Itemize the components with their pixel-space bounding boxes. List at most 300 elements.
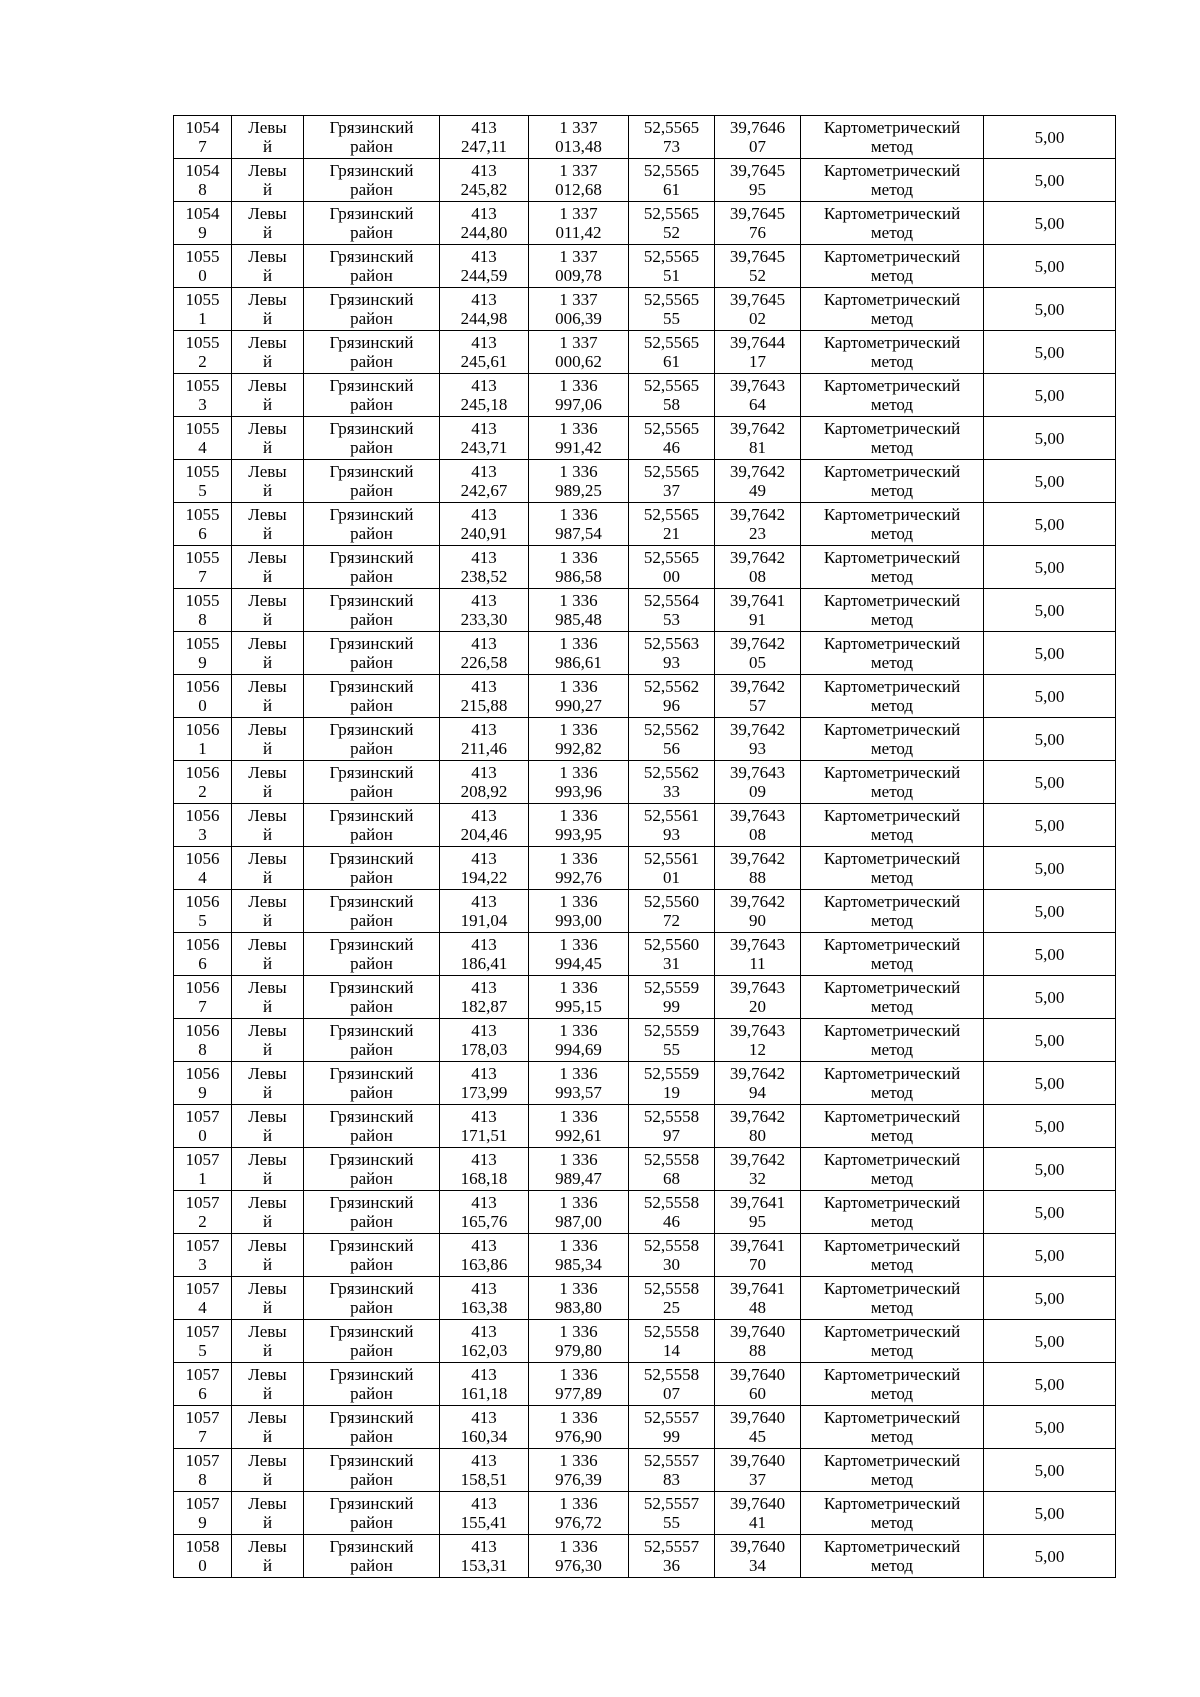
accuracy-cell: 5,00 xyxy=(984,288,1116,331)
y-coordinate-line-2: 992,61 xyxy=(555,1126,602,1145)
method-line-2: метод xyxy=(870,1470,914,1489)
x-coordinate-line-1: 413 xyxy=(471,1322,497,1341)
x-coordinate-cell xyxy=(440,374,529,417)
method-cell xyxy=(801,847,984,890)
method-line-1: Картометрический xyxy=(823,462,961,481)
longitude-line-1: 39,7642 xyxy=(729,419,786,438)
point-number-cell xyxy=(174,1406,232,1449)
accuracy-cell: 5,00 xyxy=(984,331,1116,374)
latitude-cell xyxy=(629,1320,715,1363)
x-coordinate-cell xyxy=(440,245,529,288)
accuracy-cell: 5,00 xyxy=(984,1148,1116,1191)
latitude-line-1: 52,5563 xyxy=(643,634,700,653)
district-cell xyxy=(304,632,440,675)
district-cell xyxy=(304,1277,440,1320)
point-number-line-1: 1055 xyxy=(185,505,220,524)
district-line-2: район xyxy=(350,868,393,887)
district-line-2: район xyxy=(350,352,393,371)
point-number-line-2: 4 xyxy=(198,868,207,887)
method-line-1: Картометрический xyxy=(823,118,961,137)
latitude-line-2: 55 xyxy=(663,309,680,328)
district-cell xyxy=(304,331,440,374)
method-cell xyxy=(801,245,984,288)
y-coordinate-line-1: 1 336 xyxy=(559,1064,598,1083)
district-cell xyxy=(304,460,440,503)
point-number-line-2: 7 xyxy=(198,1427,207,1446)
point-number-line-1: 1057 xyxy=(185,1279,220,1298)
table-row xyxy=(174,1406,1116,1449)
y-coordinate-line-2: 995,15 xyxy=(555,997,602,1016)
bank-side-line-1: Левы xyxy=(248,1494,287,1513)
point-number-cell xyxy=(174,1019,232,1062)
table-row xyxy=(174,116,1116,159)
x-coordinate-cell xyxy=(440,1492,529,1535)
y-coordinate-line-2: 009,78 xyxy=(555,266,602,285)
bank-side-cell xyxy=(232,1019,304,1062)
latitude-cell xyxy=(629,1191,715,1234)
bank-side-line-1: Левы xyxy=(248,376,287,395)
x-coordinate-line-2: 204,46 xyxy=(460,825,508,844)
latitude-cell xyxy=(629,589,715,632)
point-number-line-1: 1057 xyxy=(185,1451,220,1470)
accuracy-cell: 5,00 xyxy=(984,1277,1116,1320)
bank-side-line-2: й xyxy=(262,567,273,586)
latitude-cell xyxy=(629,804,715,847)
longitude-line-1: 39,7640 xyxy=(729,1451,786,1470)
table-row xyxy=(174,417,1116,460)
table-body xyxy=(174,116,1116,1578)
x-coordinate-line-1: 413 xyxy=(471,118,497,137)
y-coordinate-line-1: 1 336 xyxy=(559,1236,598,1255)
point-number-cell xyxy=(174,1105,232,1148)
x-coordinate-line-2: 161,18 xyxy=(460,1384,508,1403)
point-number-line-1: 1057 xyxy=(185,1408,220,1427)
district-line-2: район xyxy=(350,1556,393,1575)
x-coordinate-cell xyxy=(440,546,529,589)
x-coordinate-line-2: 168,18 xyxy=(460,1169,508,1188)
y-coordinate-line-2: 976,90 xyxy=(555,1427,602,1446)
y-coordinate-cell xyxy=(529,1320,629,1363)
bank-side-line-2: й xyxy=(262,1212,273,1231)
longitude-line-1: 39,7644 xyxy=(729,333,786,352)
method-cell xyxy=(801,1535,984,1578)
bank-side-line-1: Левы xyxy=(248,1193,287,1212)
district-line-2: район xyxy=(350,438,393,457)
y-coordinate-cell xyxy=(529,589,629,632)
district-cell xyxy=(304,1492,440,1535)
latitude-line-1: 52,5557 xyxy=(643,1451,700,1470)
latitude-line-1: 52,5565 xyxy=(643,419,700,438)
bank-side-line-1: Левы xyxy=(248,1064,287,1083)
method-cell xyxy=(801,589,984,632)
x-coordinate-line-1: 413 xyxy=(471,1451,497,1470)
method-line-1: Картометрический xyxy=(823,806,961,825)
y-coordinate-line-1: 1 336 xyxy=(559,548,598,567)
x-coordinate-cell xyxy=(440,116,529,159)
district-line-1: Грязинский xyxy=(329,806,414,825)
longitude-cell xyxy=(715,116,801,159)
method-line-1: Картометрический xyxy=(823,677,961,696)
method-line-2: метод xyxy=(870,1556,914,1575)
y-coordinate-line-2: 976,39 xyxy=(555,1470,602,1489)
accuracy-cell: 5,00 xyxy=(984,976,1116,1019)
y-coordinate-cell xyxy=(529,933,629,976)
y-coordinate-line-2: 992,76 xyxy=(555,868,602,887)
longitude-cell xyxy=(715,1019,801,1062)
latitude-cell xyxy=(629,847,715,890)
longitude-cell xyxy=(715,1234,801,1277)
method-cell xyxy=(801,288,984,331)
method-cell xyxy=(801,890,984,933)
method-cell xyxy=(801,1406,984,1449)
bank-side-cell xyxy=(232,847,304,890)
method-line-2: метод xyxy=(870,180,914,199)
method-cell xyxy=(801,933,984,976)
point-number-cell xyxy=(174,159,232,202)
bank-side-cell xyxy=(232,804,304,847)
latitude-cell xyxy=(629,1277,715,1320)
y-coordinate-line-2: 979,80 xyxy=(555,1341,602,1360)
y-coordinate-line-2: 993,00 xyxy=(555,911,602,930)
method-cell xyxy=(801,718,984,761)
y-coordinate-line-2: 993,95 xyxy=(555,825,602,844)
latitude-line-1: 52,5559 xyxy=(643,978,700,997)
longitude-line-2: 95 xyxy=(749,1212,766,1231)
longitude-line-2: 08 xyxy=(749,825,766,844)
latitude-line-1: 52,5565 xyxy=(643,204,700,223)
point-number-cell xyxy=(174,202,232,245)
y-coordinate-line-1: 1 337 xyxy=(559,161,598,180)
district-line-2: район xyxy=(350,180,393,199)
x-coordinate-cell xyxy=(440,1320,529,1363)
point-number-cell xyxy=(174,288,232,331)
longitude-line-2: 09 xyxy=(749,782,766,801)
bank-side-line-2: й xyxy=(262,954,273,973)
y-coordinate-line-2: 994,69 xyxy=(555,1040,602,1059)
latitude-line-2: 83 xyxy=(663,1470,680,1489)
x-coordinate-cell xyxy=(440,675,529,718)
x-coordinate-line-2: 173,99 xyxy=(460,1083,508,1102)
point-number-cell xyxy=(174,1234,232,1277)
bank-side-line-2: й xyxy=(262,309,273,328)
point-number-line-1: 1056 xyxy=(185,806,220,825)
point-number-line-2: 5 xyxy=(198,481,207,500)
point-number-cell xyxy=(174,245,232,288)
latitude-cell xyxy=(629,632,715,675)
latitude-cell xyxy=(629,761,715,804)
latitude-line-1: 52,5565 xyxy=(643,247,700,266)
x-coordinate-line-2: 243,71 xyxy=(460,438,508,457)
point-number-line-2: 4 xyxy=(198,1298,207,1317)
latitude-line-1: 52,5558 xyxy=(643,1365,700,1384)
bank-side-line-2: й xyxy=(262,1384,273,1403)
method-line-1: Картометрический xyxy=(823,935,961,954)
y-coordinate-line-1: 1 336 xyxy=(559,677,598,696)
method-line-2: метод xyxy=(870,911,914,930)
x-coordinate-line-1: 413 xyxy=(471,677,497,696)
x-coordinate-line-1: 413 xyxy=(471,935,497,954)
bank-side-line-2: й xyxy=(262,1427,273,1446)
longitude-cell xyxy=(715,1363,801,1406)
latitude-cell xyxy=(629,976,715,1019)
x-coordinate-line-1: 413 xyxy=(471,591,497,610)
x-coordinate-line-1: 413 xyxy=(471,1279,497,1298)
district-line-2: район xyxy=(350,825,393,844)
point-number-line-1: 1055 xyxy=(185,634,220,653)
latitude-line-2: 33 xyxy=(663,782,680,801)
y-coordinate-line-2: 977,89 xyxy=(555,1384,602,1403)
bank-side-line-1: Левы xyxy=(248,1537,287,1556)
point-number-line-2: 1 xyxy=(198,309,207,328)
method-line-2: метод xyxy=(870,696,914,715)
method-line-1: Картометрический xyxy=(823,1193,961,1212)
latitude-line-2: 68 xyxy=(663,1169,680,1188)
x-coordinate-line-1: 413 xyxy=(471,1064,497,1083)
bank-side-line-2: й xyxy=(262,481,273,500)
longitude-line-2: 07 xyxy=(749,137,766,156)
point-number-line-2: 7 xyxy=(198,137,207,156)
bank-side-line-1: Левы xyxy=(248,290,287,309)
method-line-2: метод xyxy=(870,223,914,242)
latitude-line-1: 52,5560 xyxy=(643,935,700,954)
y-coordinate-cell xyxy=(529,1105,629,1148)
y-coordinate-line-2: 989,47 xyxy=(555,1169,602,1188)
district-cell xyxy=(304,1406,440,1449)
x-coordinate-line-2: 208,92 xyxy=(460,782,508,801)
method-line-2: метод xyxy=(870,868,914,887)
point-number-line-2: 8 xyxy=(198,610,207,629)
longitude-line-1: 39,7645 xyxy=(729,247,786,266)
y-coordinate-cell xyxy=(529,1449,629,1492)
x-coordinate-line-2: 244,98 xyxy=(460,309,508,328)
point-number-cell xyxy=(174,331,232,374)
bank-side-cell xyxy=(232,374,304,417)
latitude-line-2: 51 xyxy=(663,266,680,285)
point-number-line-1: 1055 xyxy=(185,247,220,266)
table-row xyxy=(174,847,1116,890)
latitude-line-1: 52,5565 xyxy=(643,290,700,309)
method-line-2: метод xyxy=(870,1341,914,1360)
district-cell xyxy=(304,847,440,890)
x-coordinate-cell xyxy=(440,1449,529,1492)
point-number-line-2: 3 xyxy=(198,1255,207,1274)
y-coordinate-line-1: 1 336 xyxy=(559,1279,598,1298)
bank-side-line-2: й xyxy=(262,524,273,543)
latitude-cell xyxy=(629,374,715,417)
y-coordinate-line-2: 989,25 xyxy=(555,481,602,500)
y-coordinate-line-1: 1 336 xyxy=(559,1537,598,1556)
x-coordinate-line-1: 413 xyxy=(471,376,497,395)
bank-side-line-2: й xyxy=(262,180,273,199)
bank-side-cell xyxy=(232,503,304,546)
district-line-1: Грязинский xyxy=(329,677,414,696)
longitude-line-1: 39,7640 xyxy=(729,1537,786,1556)
district-cell xyxy=(304,1320,440,1363)
method-line-1: Картометрический xyxy=(823,290,961,309)
point-number-line-2: 4 xyxy=(198,438,207,457)
district-line-2: район xyxy=(350,223,393,242)
bank-side-line-1: Левы xyxy=(248,462,287,481)
point-number-cell xyxy=(174,675,232,718)
point-number-line-2: 0 xyxy=(198,1556,207,1575)
y-coordinate-line-1: 1 336 xyxy=(559,892,598,911)
accuracy-cell: 5,00 xyxy=(984,503,1116,546)
district-line-2: район xyxy=(350,266,393,285)
bank-side-line-1: Левы xyxy=(248,677,287,696)
method-cell xyxy=(801,675,984,718)
accuracy-cell: 5,00 xyxy=(984,116,1116,159)
method-line-1: Картометрический xyxy=(823,1451,961,1470)
x-coordinate-cell xyxy=(440,1019,529,1062)
x-coordinate-cell xyxy=(440,503,529,546)
table-row xyxy=(174,1535,1116,1578)
accuracy-cell: 5,00 xyxy=(984,1535,1116,1578)
longitude-line-2: 88 xyxy=(749,868,766,887)
district-line-1: Грязинский xyxy=(329,1021,414,1040)
district-line-1: Грязинский xyxy=(329,1107,414,1126)
longitude-line-1: 39,7640 xyxy=(729,1365,786,1384)
x-coordinate-cell xyxy=(440,1062,529,1105)
latitude-cell xyxy=(629,417,715,460)
latitude-line-1: 52,5558 xyxy=(643,1193,700,1212)
method-cell xyxy=(801,546,984,589)
latitude-cell xyxy=(629,546,715,589)
point-number-line-2: 9 xyxy=(198,653,207,672)
table-row xyxy=(174,202,1116,245)
method-line-1: Картометрический xyxy=(823,419,961,438)
district-cell xyxy=(304,159,440,202)
x-coordinate-cell xyxy=(440,1148,529,1191)
x-coordinate-line-2: 238,52 xyxy=(460,567,508,586)
table-row xyxy=(174,1492,1116,1535)
bank-side-cell xyxy=(232,1449,304,1492)
latitude-cell xyxy=(629,288,715,331)
x-coordinate-line-1: 413 xyxy=(471,892,497,911)
point-number-cell xyxy=(174,1363,232,1406)
x-coordinate-line-1: 413 xyxy=(471,462,497,481)
latitude-line-2: 36 xyxy=(663,1556,680,1575)
y-coordinate-line-2: 986,61 xyxy=(555,653,602,672)
y-coordinate-line-2: 012,68 xyxy=(555,180,602,199)
district-line-1: Грязинский xyxy=(329,1451,414,1470)
longitude-line-1: 39,7641 xyxy=(729,1193,786,1212)
bank-side-line-1: Левы xyxy=(248,634,287,653)
x-coordinate-cell xyxy=(440,632,529,675)
longitude-line-1: 39,7643 xyxy=(729,376,786,395)
table-row xyxy=(174,503,1116,546)
bank-side-cell xyxy=(232,1363,304,1406)
latitude-line-1: 52,5565 xyxy=(643,376,700,395)
method-line-1: Картометрический xyxy=(823,1150,961,1169)
y-coordinate-line-1: 1 336 xyxy=(559,376,598,395)
accuracy-cell: 5,00 xyxy=(984,890,1116,933)
point-number-cell xyxy=(174,460,232,503)
longitude-cell xyxy=(715,374,801,417)
accuracy-cell: 5,00 xyxy=(984,933,1116,976)
y-coordinate-cell xyxy=(529,116,629,159)
district-line-1: Грязинский xyxy=(329,290,414,309)
latitude-line-1: 52,5561 xyxy=(643,806,700,825)
point-number-cell xyxy=(174,116,232,159)
method-cell xyxy=(801,1148,984,1191)
longitude-cell xyxy=(715,1105,801,1148)
x-coordinate-line-1: 413 xyxy=(471,1193,497,1212)
accuracy-cell: 5,00 xyxy=(984,1320,1116,1363)
point-number-cell xyxy=(174,632,232,675)
y-coordinate-line-2: 985,34 xyxy=(555,1255,602,1274)
district-cell xyxy=(304,933,440,976)
district-cell xyxy=(304,589,440,632)
x-coordinate-line-2: 153,31 xyxy=(460,1556,508,1575)
method-line-1: Картометрический xyxy=(823,1408,961,1427)
y-coordinate-cell xyxy=(529,546,629,589)
x-coordinate-line-1: 413 xyxy=(471,1150,497,1169)
bank-side-cell xyxy=(232,1148,304,1191)
x-coordinate-line-2: 244,59 xyxy=(460,266,508,285)
method-line-1: Картометрический xyxy=(823,591,961,610)
point-number-line-1: 1056 xyxy=(185,1064,220,1083)
point-number-line-2: 9 xyxy=(198,1083,207,1102)
method-line-2: метод xyxy=(870,395,914,414)
method-cell xyxy=(801,1191,984,1234)
point-number-line-1: 1056 xyxy=(185,763,220,782)
method-line-2: метод xyxy=(870,1384,914,1403)
y-coordinate-cell xyxy=(529,1148,629,1191)
y-coordinate-line-1: 1 336 xyxy=(559,591,598,610)
method-cell xyxy=(801,761,984,804)
method-line-1: Картометрический xyxy=(823,763,961,782)
district-line-2: район xyxy=(350,1040,393,1059)
latitude-line-2: 31 xyxy=(663,954,680,973)
point-number-line-1: 1056 xyxy=(185,720,220,739)
accuracy-cell: 5,00 xyxy=(984,718,1116,761)
bank-side-cell xyxy=(232,159,304,202)
bank-side-line-1: Левы xyxy=(248,935,287,954)
bank-side-cell xyxy=(232,1535,304,1578)
longitude-line-2: 41 xyxy=(749,1513,766,1532)
x-coordinate-line-2: 233,30 xyxy=(460,610,508,629)
bank-side-cell xyxy=(232,1234,304,1277)
bank-side-line-1: Левы xyxy=(248,1365,287,1384)
longitude-line-2: 02 xyxy=(749,309,766,328)
accuracy-cell: 5,00 xyxy=(984,245,1116,288)
latitude-cell xyxy=(629,718,715,761)
y-coordinate-line-1: 1 337 xyxy=(559,204,598,223)
longitude-line-2: 95 xyxy=(749,180,766,199)
y-coordinate-line-2: 987,00 xyxy=(555,1212,602,1231)
district-line-1: Грязинский xyxy=(329,333,414,352)
point-number-line-2: 0 xyxy=(198,696,207,715)
latitude-line-2: 53 xyxy=(663,610,680,629)
point-number-line-2: 8 xyxy=(198,1040,207,1059)
y-coordinate-line-1: 1 336 xyxy=(559,763,598,782)
longitude-cell xyxy=(715,589,801,632)
method-cell xyxy=(801,1363,984,1406)
x-coordinate-line-1: 413 xyxy=(471,634,497,653)
point-number-line-2: 3 xyxy=(198,395,207,414)
latitude-cell xyxy=(629,1019,715,1062)
district-line-1: Грязинский xyxy=(329,1236,414,1255)
longitude-line-1: 39,7642 xyxy=(729,720,786,739)
district-cell xyxy=(304,1105,440,1148)
x-coordinate-cell xyxy=(440,417,529,460)
x-coordinate-cell xyxy=(440,288,529,331)
x-coordinate-cell xyxy=(440,890,529,933)
x-coordinate-line-1: 413 xyxy=(471,1494,497,1513)
y-coordinate-cell xyxy=(529,288,629,331)
bank-side-cell xyxy=(232,1191,304,1234)
point-number-line-1: 1054 xyxy=(185,204,220,223)
